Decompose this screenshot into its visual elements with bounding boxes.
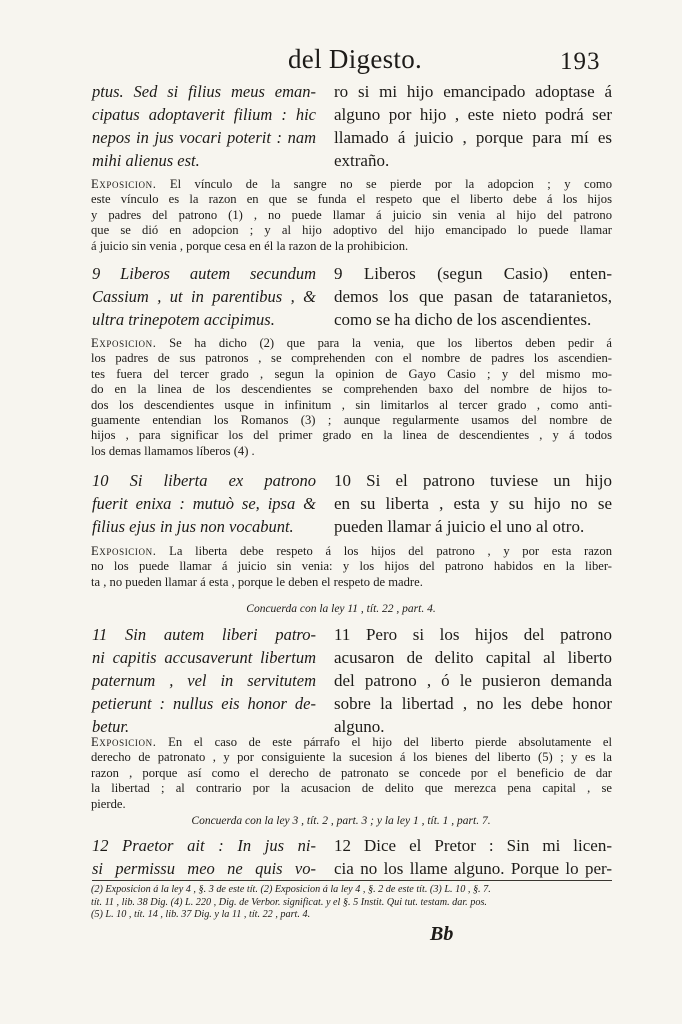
footnote-line: (5) L. 10 , tít. 14 , lib. 37 Dig. y la 11 , tít. 22 , part. 4. bbox=[91, 909, 311, 920]
spanish-line: acusaron de delito capital al liberto bbox=[334, 648, 612, 667]
page-number: 193 bbox=[560, 48, 601, 75]
exposicion-line: á juicio sin venia , porque cesa en él la razon de la prohibicion. bbox=[91, 238, 409, 253]
exposicion-11 bbox=[91, 735, 612, 812]
exposicion-line: y padres del patrono (1) , no puede llamar á juicio sin venia al hijo del patrono bbox=[91, 207, 612, 222]
latin-text-12 bbox=[92, 834, 316, 880]
exposicion-line: ta , no pueden llamar á esta , porque le deben el respeto de madre. bbox=[91, 574, 423, 589]
spanish-line: del patrono , ó le pusieron demanda bbox=[334, 671, 612, 690]
concordance-note: Concuerda con la ley 11 , tít. 22 , part. 4. bbox=[246, 603, 436, 615]
spanish-text-9 bbox=[334, 262, 612, 331]
concordance-note: Concuerda con la ley 3 , tít. 2 , part. 3 ; y la ley 1 , tít. 1 , part. 7. bbox=[191, 815, 491, 827]
spanish-text-8 bbox=[334, 80, 612, 172]
spanish-line: sobre la libertad , no les debe honor bbox=[334, 694, 612, 713]
exposicion-line: pierde. bbox=[91, 796, 126, 811]
footnote-line: (2) Exposicion á la ley 4 , §. 3 de este tít. (2) Exposicion á la ley 4 , §. 2 de este tít. (3) L. 10 , §. 7. bbox=[91, 884, 491, 895]
latin-line: mihi alienus est. bbox=[92, 151, 200, 170]
spanish-line: llamado á juicio , porque para mí es bbox=[334, 128, 612, 147]
spanish-line: alguno por hijo , este nieto podrá ser bbox=[334, 105, 612, 124]
exposicion-line: no los puede llamar á juicio sin venia: y los hijos del patrono habidos en la liber- bbox=[91, 559, 612, 574]
exposicion-line: los padres de sus patronos , se comprehenden con el nombre de padres los ascendien- bbox=[91, 351, 612, 366]
latin-line: 12 Praetor ait : In jus ni- bbox=[92, 836, 316, 855]
spanish-line: alguno. bbox=[334, 717, 385, 736]
footnotes bbox=[91, 884, 613, 922]
latin-line: 10 Si liberta ex patrono bbox=[92, 471, 316, 490]
exposicion-10 bbox=[91, 544, 612, 590]
spanish-line: 10 Si el patrono tuviese un hijo bbox=[334, 471, 612, 490]
spanish-line: demos los que pasan de tataranietos, bbox=[334, 287, 612, 306]
latin-line: Cassium , ut in parentibus , & bbox=[92, 287, 316, 306]
spanish-line: cia no los llame alguno. Porque lo per- bbox=[334, 859, 612, 878]
exposicion-line: razon , porque así como el derecho de patronato se concede por el beneficio de dar bbox=[91, 765, 612, 780]
latin-line: ni capitis accusaverunt libertum bbox=[92, 648, 316, 667]
latin-text-9 bbox=[92, 262, 316, 331]
latin-text-10 bbox=[92, 469, 316, 538]
exposicion-9 bbox=[91, 336, 612, 459]
latin-text-8 bbox=[92, 80, 316, 172]
spanish-line: 9 Liberos (segun Casio) enten- bbox=[334, 264, 612, 283]
latin-line: betur. bbox=[92, 717, 130, 736]
exposicion-line: la libertad ; al contrario por la acusacion de delito que merezca pena capital , se bbox=[91, 781, 612, 796]
exposicion-line: dos los descendientes usque in infinitum , sin limitarlos al tercer grado , como anti- bbox=[91, 397, 612, 412]
spanish-text-11 bbox=[334, 623, 612, 738]
latin-line: paternum , vel in servitutem bbox=[92, 671, 316, 690]
latin-line: nepos in jus vocari poterit : nam bbox=[92, 128, 316, 147]
latin-line: si permissu meo ne quis vo- bbox=[92, 859, 316, 878]
exposicion-label: Exposicion. bbox=[91, 735, 157, 749]
footnote-line: tít. 11 , lib. 38 Dig. (4) L. 220 , Dig. de Verbor. significat. y el §. 5 Instit. Qui tut. testam. dar. pos. bbox=[91, 896, 487, 908]
spanish-line: ro si mi hijo emancipado adoptase á bbox=[334, 82, 612, 101]
spanish-line: extraño. bbox=[334, 151, 390, 170]
latin-text-11 bbox=[92, 623, 316, 738]
exposicion-label: Exposicion. bbox=[91, 177, 157, 191]
exposicion-line: Exposicion. El vínculo de la sangre no se pierde por la adopcion ; y como bbox=[91, 177, 612, 191]
exposicion-line: hijos , para significar los del primer grado en la linea de descendientes , y á todos bbox=[91, 428, 612, 443]
latin-line: 9 Liberos autem secundum bbox=[92, 264, 316, 283]
latin-line: 11 Sin autem liberi patro- bbox=[92, 625, 316, 644]
exposicion-line: los demas llamamos líberos (4) . bbox=[91, 443, 255, 458]
spanish-text-10 bbox=[334, 469, 612, 538]
latin-line: ptus. Sed si filius meus eman- bbox=[92, 82, 316, 101]
exposicion-line: do en la linea de los descendientes se comprehenden baxo del nombre de hijos to- bbox=[91, 382, 612, 397]
footnote-divider bbox=[92, 880, 612, 881]
exposicion-line: Exposicion. Se ha dicho (2) que para la venia, que los libertos deben pedir á bbox=[91, 336, 612, 350]
exposicion-label: Exposicion. bbox=[91, 336, 157, 350]
spanish-line: pueden llamar á juicio el uno al otro. bbox=[334, 517, 585, 536]
spanish-line: 11 Pero si los hijos del patrono bbox=[334, 625, 612, 644]
latin-line: cipatus adoptaverit filium : hic bbox=[92, 105, 316, 124]
signature-mark: Bb bbox=[430, 923, 454, 945]
latin-line: petierunt : nullus eis honor de- bbox=[92, 694, 316, 713]
exposicion-line: tes fuera del tercer grado , segun la opinion de Gayo Casio ; y del mismo mo- bbox=[91, 366, 612, 381]
latin-line: filius ejus in jus non vocabunt. bbox=[92, 517, 294, 536]
exposicion-8 bbox=[91, 177, 612, 254]
spanish-text-12 bbox=[334, 834, 612, 880]
exposicion-line: Exposicion. En el caso de este párrafo el hijo del liberto pierde absolutamente el bbox=[91, 735, 612, 749]
spanish-line: como se ha dicho de los ascendientes. bbox=[334, 310, 592, 329]
exposicion-line: guamente entendian los Romanos (3) ; aunque regularmente usamos del nombre de bbox=[91, 413, 612, 428]
exposicion-label: Exposicion. bbox=[91, 544, 157, 558]
running-title: del Digesto. bbox=[288, 44, 423, 74]
spanish-line: en su liberta , esta y su hijo no se bbox=[334, 494, 612, 513]
exposicion-line: este vínculo es la razon en que se funda el respeto que el liberto debe á los hijos bbox=[91, 192, 612, 207]
exposicion-line: Exposicion. La liberta debe respeto á los hijos del patrono , y por esta razon bbox=[91, 544, 612, 558]
latin-line: ultra trinepotem accipimus. bbox=[92, 310, 275, 329]
exposicion-line: derecho de patronato , y por consiguiente la sucesion á los bienes del liberto (5) ; y es la bbox=[91, 750, 612, 765]
spanish-line: 12 Dice el Pretor : Sin mi licen- bbox=[334, 836, 612, 855]
exposicion-line: que se dió en adopcion ; y al hijo adoptivo del hijo emancipado lo puede llamar bbox=[91, 223, 612, 238]
latin-line: fuerit enixa : mutuò se, ipsa & bbox=[92, 494, 316, 513]
